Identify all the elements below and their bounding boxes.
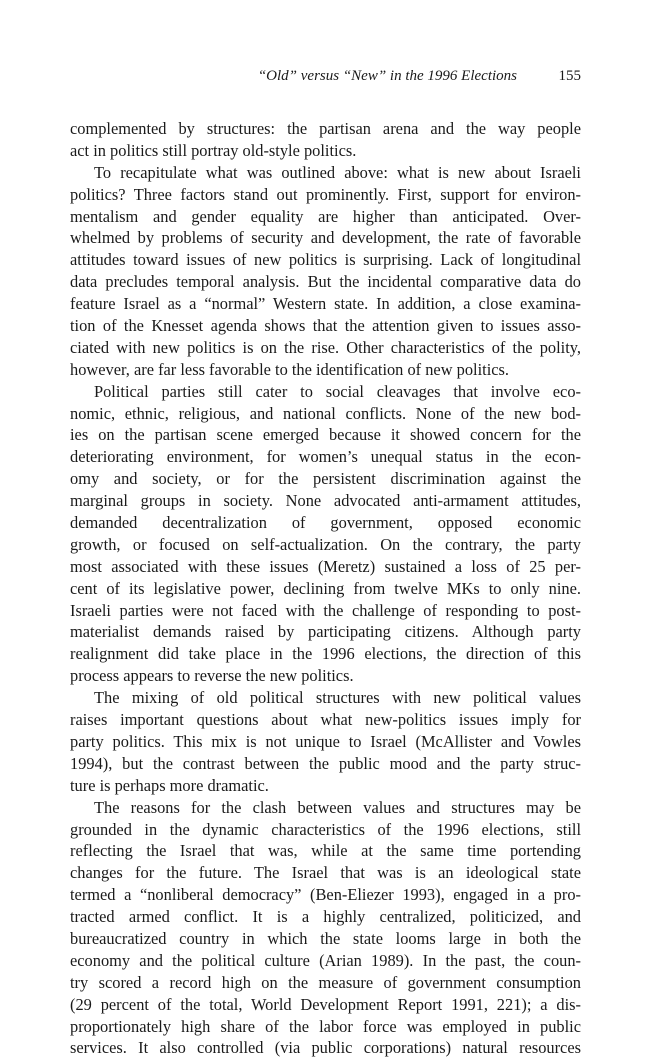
text-line: most associated with these issues (Meretz) sustained a loss of 25 per- <box>70 556 581 576</box>
text-line: services. It also controlled (via public corporations) natural resources <box>70 1038 581 1058</box>
text-line: tracted armed conflict. It is a highly centralized, politicized, and <box>70 907 581 927</box>
text-line: Political parties still cater to social cleavages that involve eco- <box>94 381 581 401</box>
text-line: The mixing of old political structures with new political values <box>94 688 581 708</box>
text-line: ies on the partisan scene emerged because it showed concern for the <box>70 425 581 445</box>
text-line: ture is perhaps more dramatic. <box>70 775 269 795</box>
running-head <box>70 66 581 86</box>
paragraph <box>70 381 581 687</box>
paragraph <box>70 162 581 381</box>
text-line: deteriorating environment, for women’s unequal status in the econ- <box>70 447 581 467</box>
text-line: complemented by structures: the partisan arena and the way people <box>70 119 581 138</box>
text-line: realignment did take place in the 1996 elections, the direction of this <box>70 644 581 664</box>
text-line: The reasons for the clash between values and structures may be <box>94 797 581 817</box>
paragraph <box>70 687 581 796</box>
running-head-title: “Old” versus “New” in the 1996 Elections <box>257 68 517 84</box>
text-line: To recapitulate what was outlined above: what is new about Israeli <box>94 162 581 182</box>
page-number: 155 <box>558 68 581 84</box>
text-line: ciated with new politics is on the rise. Other characteristics of the polity, <box>70 337 581 357</box>
text-line: party politics. This mix is not unique to Israel (McAllister and Vowles <box>70 731 581 751</box>
text-line: grounded in the dynamic characteristics of the 1996 elections, still <box>70 819 581 839</box>
text-line: demanded decentralization of government, opposed economic <box>70 513 581 533</box>
text-line: try scored a record high on the measure of government consumption <box>70 972 581 992</box>
text-line: (29 percent of the total, World Development Report 1991, 221); a dis- <box>70 994 581 1014</box>
text-line: economy and the political culture (Arian 1989). In the past, the coun- <box>70 950 581 970</box>
text-line: politics? Three factors stand out prominently. First, support for environ- <box>70 184 581 204</box>
text-line: omy and society, or for the persistent discrimination against the <box>70 469 581 489</box>
text-line: reflecting the Israel that was, while at the same time portending <box>70 841 581 861</box>
text-line: changes for the future. The Israel that was is an ideological state <box>70 863 581 883</box>
text-line: attitudes toward issues of new politics is surprising. Lack of longitudinal <box>70 250 581 270</box>
text-line: act in politics still portray old-style politics. <box>70 140 357 160</box>
text-line: nomic, ethnic, religious, and national conflicts. None of the new bod- <box>70 403 581 423</box>
text-line: feature Israel as a “normal” Western state. In addition, a close examina- <box>70 294 581 314</box>
text-line: however, are far less favorable to the identification of new politics. <box>70 359 509 379</box>
text-line: tion of the Knesset agenda shows that the attention given to issues asso- <box>70 316 581 336</box>
text-line: 1994), but the contrast between the public mood and the party struc- <box>70 753 581 773</box>
text-line: growth, or focused on self-actualization. On the contrary, the party <box>70 534 581 554</box>
text-line: data precludes temporal analysis. But the incidental comparative data do <box>70 272 581 292</box>
text-line: materialist demands raised by participating citizens. Although party <box>70 622 581 642</box>
text-line: cent of its legislative power, declining from twelve MKs to only nine. <box>70 578 581 598</box>
paragraph <box>70 797 581 1059</box>
text-line: mentalism and gender equality are higher than anticipated. Over- <box>70 206 581 226</box>
text-line: Israeli parties were not faced with the challenge of responding to post- <box>70 600 581 620</box>
text-line: proportionately high share of the labor force was employed in public <box>70 1016 581 1036</box>
text-line: process appears to reverse the new politics. <box>70 666 354 686</box>
text-line: whelmed by problems of security and development, the rate of favorable <box>70 228 581 248</box>
text-line: marginal groups in society. None advocated anti-armament attitudes, <box>70 491 581 511</box>
text-line: bureaucratized country in which the state looms large in both the <box>70 928 581 948</box>
text-line: raises important questions about what new-politics issues imply for <box>70 710 581 730</box>
text-line: termed a “nonliberal democracy” (Ben-Eliezer 1993), engaged in a pro- <box>70 885 581 905</box>
body-text <box>70 118 581 1059</box>
paragraph <box>70 118 581 162</box>
